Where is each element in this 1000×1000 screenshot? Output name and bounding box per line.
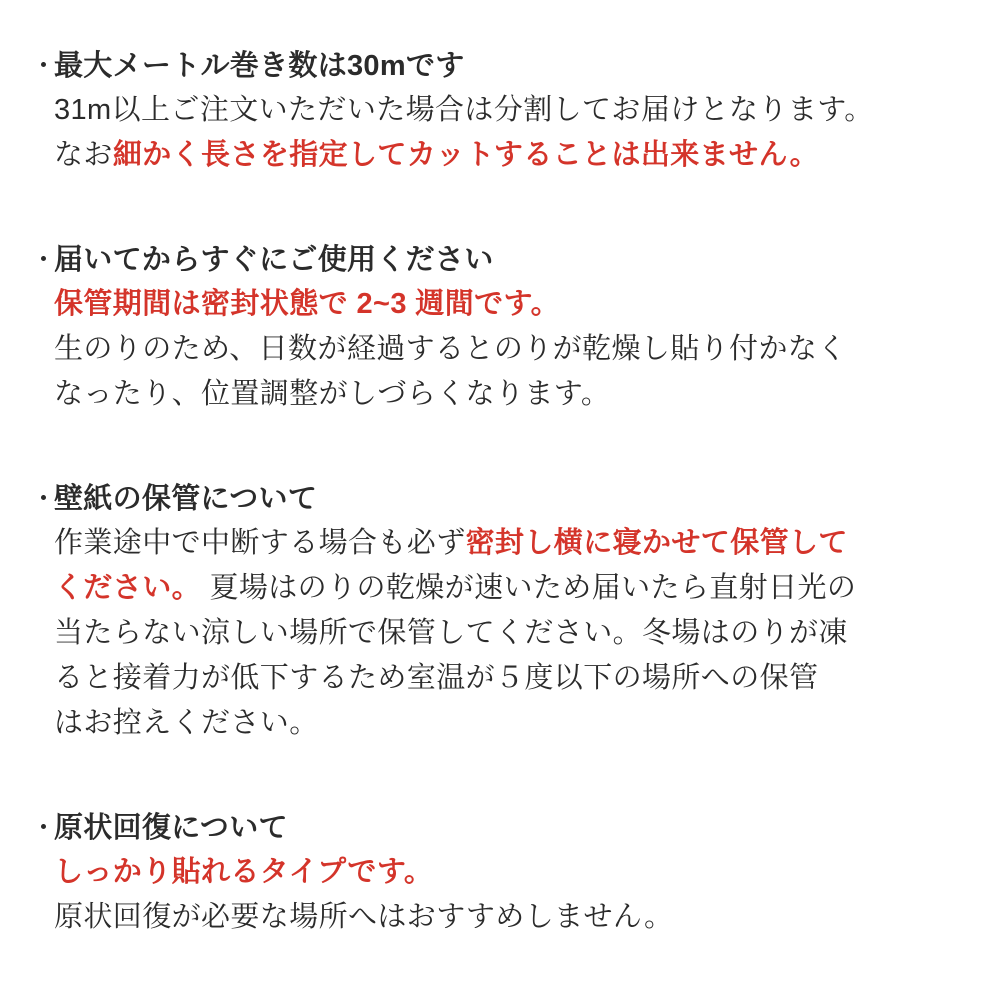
section-body (54, 521, 970, 746)
body-line (54, 327, 970, 372)
text-run: 当たらない涼しい場所で保管してください。冬場はのりが凍 (54, 617, 848, 649)
text-run: 夏場はのりの乾燥が速いため届いたら直射日光の (201, 572, 857, 604)
text-run: ると接着力が低下するため室温が５度以下の場所への保管 (54, 662, 819, 694)
body-line (54, 88, 970, 133)
section-heading-row (30, 806, 970, 850)
section-restoration (30, 806, 970, 940)
text-run-emphasis: 密封し横に寝かせて保管して (465, 527, 848, 559)
body-line (54, 133, 970, 178)
text-run-emphasis: ください。 (54, 572, 202, 604)
spacer (30, 212, 970, 238)
text-run: なお (54, 139, 113, 171)
section-body (54, 850, 970, 940)
section-heading: 届いてからすぐにご使用ください (54, 244, 494, 276)
text-run: 生のりのため、日数が経過するとのりが乾燥し貼り付かなく (54, 333, 847, 365)
section-heading: 最大メートル巻き数は30mです (54, 50, 465, 82)
section-body (54, 88, 970, 178)
text-run-emphasis: しっかり貼れるタイプです。 (54, 856, 434, 888)
section-storage (30, 477, 970, 746)
section-heading: 原状回復について (54, 812, 288, 844)
body-line (54, 282, 970, 327)
section-heading: 壁紙の保管について (54, 483, 318, 515)
body-line (54, 566, 970, 611)
spacer (30, 780, 970, 806)
section-use-soon (30, 238, 970, 417)
section-max-length (30, 44, 970, 178)
body-line (54, 372, 970, 417)
bullet-icon: ・ (30, 813, 57, 843)
spacer (30, 451, 970, 477)
body-line (54, 521, 970, 566)
section-heading-row (30, 238, 970, 282)
text-run: 原状回復が必要な場所へはおすすめしません。 (54, 901, 674, 933)
body-line (54, 656, 970, 701)
body-line (54, 701, 970, 746)
text-run-emphasis: 細かく長さを指定してカットすることは出来ません。 (112, 139, 819, 171)
body-line (54, 850, 970, 895)
text-run: 作業途中で中断する場合も必ず (54, 527, 466, 559)
section-heading-row (30, 477, 970, 521)
body-line (54, 611, 970, 656)
bullet-icon: ・ (30, 484, 57, 514)
body-line (54, 895, 970, 940)
text-run: 31m以上ご注文いただいた場合は分割してお届けとなります。 (54, 94, 874, 126)
bullet-icon: ・ (30, 51, 57, 81)
section-body (54, 282, 970, 417)
text-run: はお控えください。 (54, 707, 319, 739)
section-heading-row (30, 44, 970, 88)
bullet-icon: ・ (30, 245, 57, 275)
text-run-emphasis: 保管期間は密封状態で 2~3 週間です。 (54, 288, 560, 320)
text-run: なったり、位置調整がしづらくなります。 (54, 378, 611, 410)
